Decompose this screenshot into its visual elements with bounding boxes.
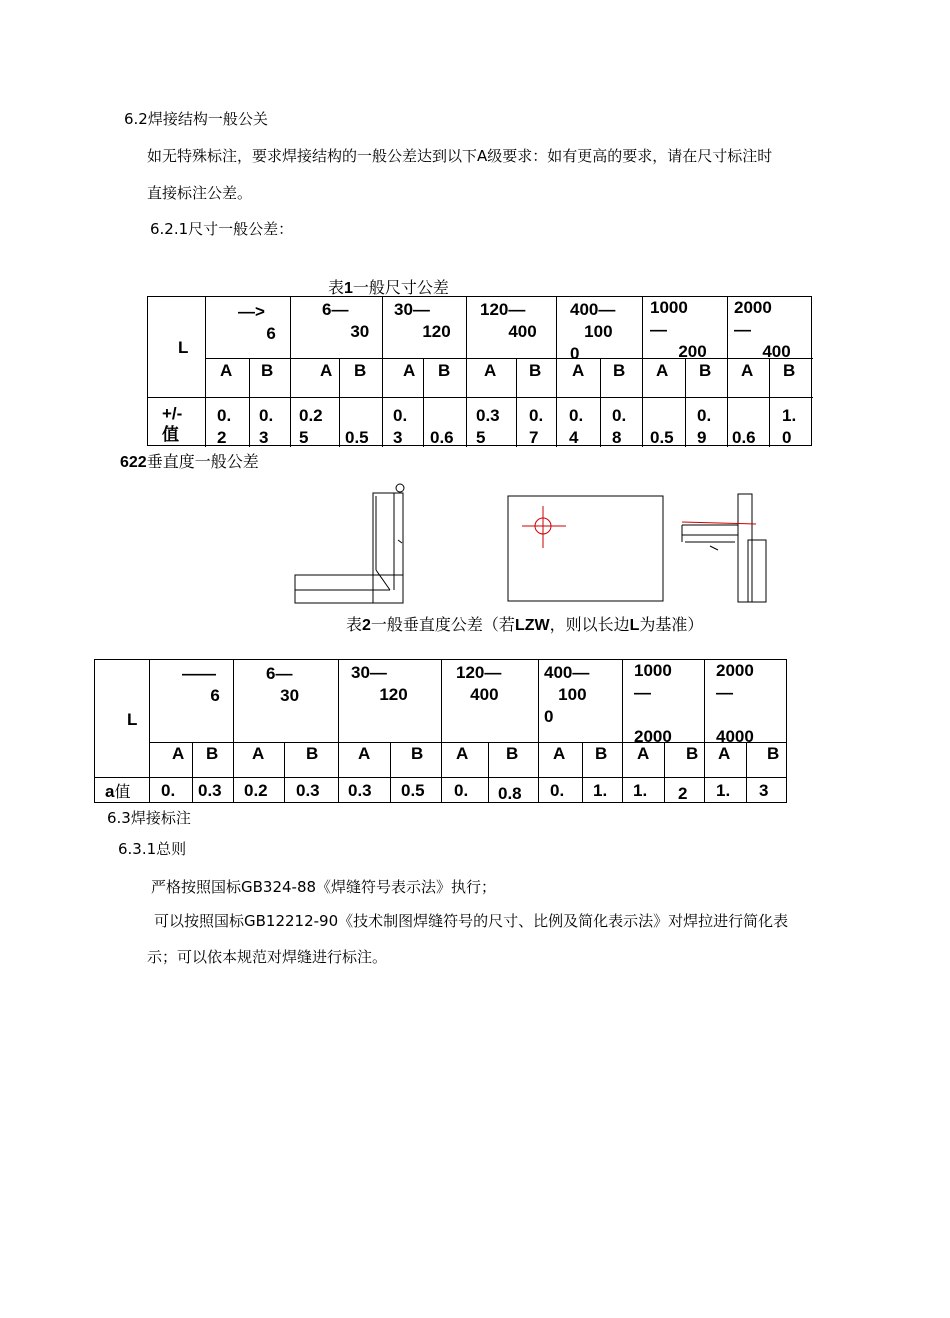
sub-heading-6-2-1: 6.2.1尺寸一般公差： bbox=[150, 220, 294, 238]
table2-row-label-L: L bbox=[127, 710, 138, 729]
sub-heading-6-3-1: 6.3.1总则 bbox=[118, 840, 187, 858]
table2-value: 0. bbox=[550, 781, 565, 800]
table2-range-3: 30— 120 bbox=[351, 663, 408, 704]
table1-grade: A bbox=[484, 361, 497, 380]
table1-value: 0.3 5 bbox=[476, 406, 500, 447]
table2-grade: A bbox=[252, 744, 265, 763]
table1-grade: A bbox=[572, 361, 585, 380]
table2-value: 0.3 bbox=[348, 781, 372, 800]
table2-grade: B bbox=[767, 744, 780, 763]
table1-range-7: 2000 — 400 bbox=[734, 298, 791, 361]
table2-value: 1. bbox=[716, 781, 731, 800]
table1-value: 0. 8 bbox=[612, 406, 627, 447]
table2-caption: 表2一般垂直度公差（若LZW，则以长边L为基准） bbox=[346, 615, 704, 634]
table2-value: 3 bbox=[759, 781, 769, 800]
paragraph-line-2: 直接标注公差。 bbox=[147, 184, 253, 202]
table2-value: 0. bbox=[161, 781, 176, 800]
table1-range-1: —> 6 bbox=[238, 302, 276, 343]
table2-range-6: 1000 — 2000 bbox=[634, 661, 672, 746]
table2-value: 0.3 bbox=[296, 781, 320, 800]
table1-range-4: 120— 400 bbox=[480, 300, 537, 341]
table1-value: 0. 3 bbox=[393, 406, 408, 447]
table1-value: 0.5 bbox=[650, 428, 674, 447]
table1-value: 0. 2 bbox=[217, 406, 232, 447]
table2-grade: A bbox=[553, 744, 566, 763]
table2-value: 0. bbox=[454, 781, 469, 800]
section-heading-6-3: 6.3焊接标注 bbox=[107, 809, 191, 827]
table1-value: 0.5 bbox=[345, 428, 369, 447]
table2-value: 1. bbox=[593, 781, 608, 800]
table1-value: 0.2 5 bbox=[299, 406, 323, 447]
paragraph-line-4: 可以按照国标GB12212-90《技术制图焊缝符号的尺寸、比例及简化表示法》对焊拉进行简化表 bbox=[154, 912, 789, 930]
table-dimension-tolerance bbox=[147, 296, 812, 446]
table2-grade: B bbox=[206, 744, 219, 763]
table1-grade: B bbox=[613, 361, 626, 380]
table2-grade: B bbox=[506, 744, 519, 763]
perpendicularity-drawings bbox=[290, 480, 770, 605]
table1-value: 0.6 bbox=[732, 428, 756, 447]
table1-range-2: 6— 30 bbox=[322, 300, 370, 341]
table1-grade: B bbox=[699, 361, 712, 380]
table2-value: 1. bbox=[633, 781, 648, 800]
table1-value: 0. 9 bbox=[697, 406, 712, 447]
table1-grade: A bbox=[741, 361, 754, 380]
table2-grade: A bbox=[358, 744, 371, 763]
table2-range-5: 400— 100 0 bbox=[544, 663, 590, 726]
table2-range-7: 2000 — 4000 bbox=[716, 661, 754, 746]
table2-grade: A bbox=[637, 744, 650, 763]
table2-value: 0.3 bbox=[198, 781, 222, 800]
table1-grade: B bbox=[354, 361, 367, 380]
table2-range-2: 6— 30 bbox=[266, 664, 300, 705]
paragraph-line-3: 严格按照国标GB324-88《焊缝符号表示法》执行； bbox=[151, 878, 497, 896]
table2-grade: A bbox=[172, 744, 185, 763]
section-heading-6-2: 6.2焊接结构一般公关 bbox=[124, 110, 268, 128]
table2-value: 0.8 bbox=[498, 784, 522, 803]
table2-grade: B bbox=[686, 744, 699, 763]
table2-grade: A bbox=[456, 744, 469, 763]
l-bracket-drawing bbox=[295, 484, 404, 603]
table2-row-label-value: a值 bbox=[105, 782, 131, 801]
table1-grade: A bbox=[656, 361, 669, 380]
table2-value: 2 bbox=[678, 784, 688, 803]
paragraph-line-1: 如无特殊标注，要求焊接结构的一般公差达到以下A级要求：如有更高的要求，请在尺寸标注时 bbox=[147, 147, 773, 165]
table1-value: 0. 4 bbox=[569, 406, 584, 447]
table1-value: 0.6 bbox=[430, 428, 454, 447]
table1-caption: 表1一般尺寸公差 bbox=[328, 278, 449, 297]
table2-range-1: —— 6 bbox=[182, 664, 220, 705]
plate-with-hole-drawing bbox=[508, 496, 663, 601]
table-perpendicularity-tolerance bbox=[94, 659, 787, 803]
table1-grade: B bbox=[438, 361, 451, 380]
table2-range-4: 120— 400 bbox=[456, 663, 502, 704]
table1-row-label-value: +/- 值 bbox=[162, 404, 183, 444]
bracket-bolt-drawing bbox=[682, 494, 766, 602]
table2-grade: B bbox=[411, 744, 424, 763]
table1-grade: A bbox=[220, 361, 233, 380]
table1-grade: B bbox=[529, 361, 542, 380]
paragraph-line-5: 示；可以依本规范对焊缝进行标注。 bbox=[147, 948, 388, 966]
table1-range-3: 30— 120 bbox=[394, 300, 451, 341]
table1-grade: B bbox=[783, 361, 796, 380]
table2-grade: B bbox=[595, 744, 608, 763]
table1-value: 1. 0 bbox=[782, 406, 797, 447]
table1-range-5: 400— 100 0 bbox=[570, 300, 616, 363]
section-heading-6-2-2: 622垂直度一般公差 bbox=[120, 452, 259, 471]
table1-value: 0. 7 bbox=[529, 406, 544, 447]
table1-value: 0. 3 bbox=[259, 406, 274, 447]
table1-grade: A bbox=[403, 361, 416, 380]
table2-grade: B bbox=[306, 744, 319, 763]
table2-value: 0.5 bbox=[401, 781, 425, 800]
table2-grade: A bbox=[718, 744, 731, 763]
table1-row-label-L: L bbox=[178, 338, 189, 357]
table1-grade: A bbox=[320, 361, 333, 380]
table2-value: 0.2 bbox=[244, 781, 268, 800]
table1-grade: B bbox=[261, 361, 274, 380]
table1-range-6: 1000 — 200 bbox=[650, 298, 707, 361]
